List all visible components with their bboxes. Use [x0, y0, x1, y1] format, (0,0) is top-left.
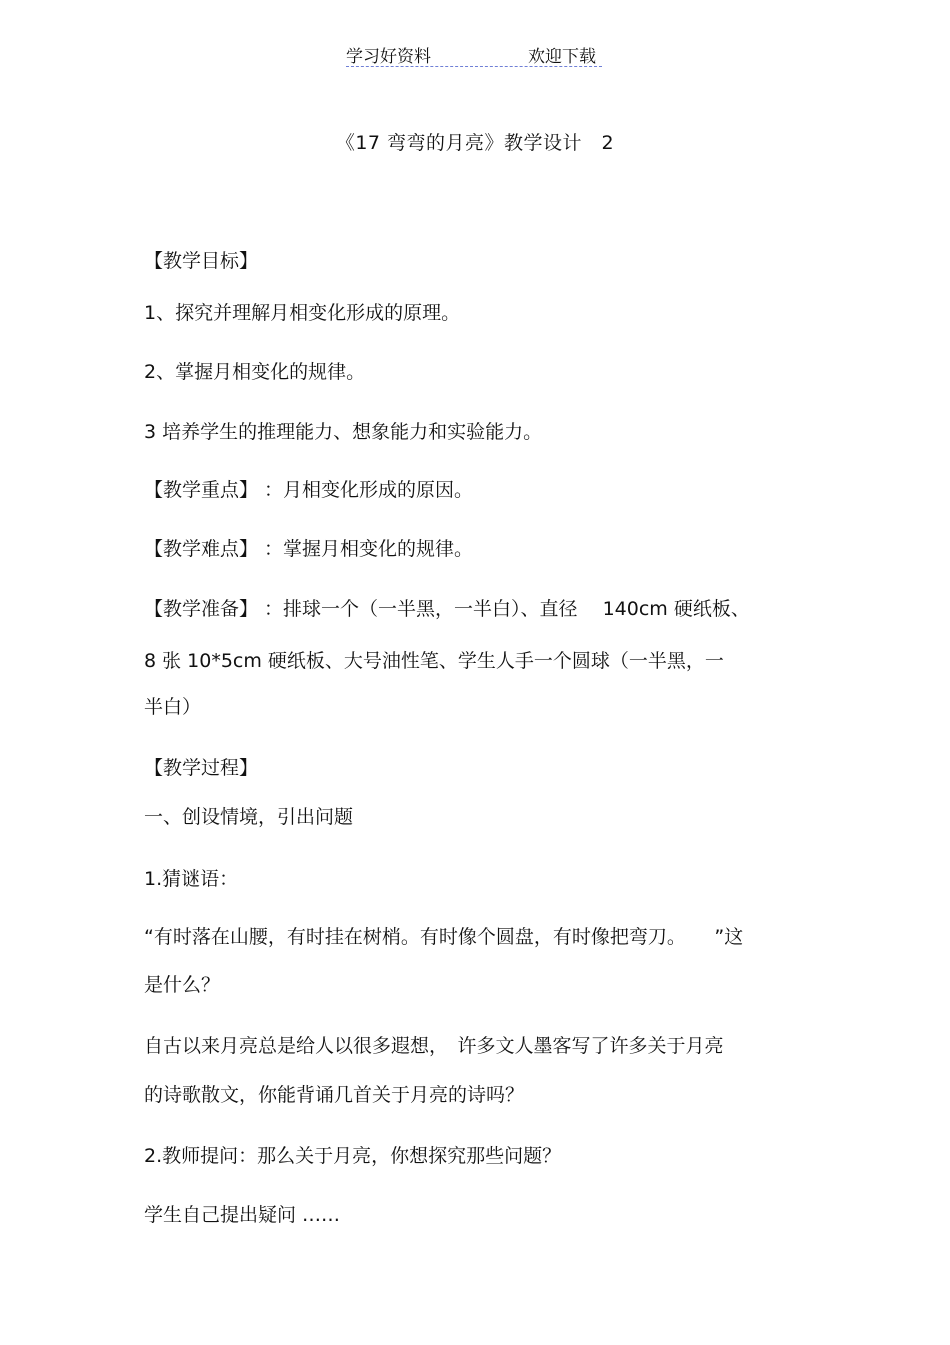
preparation-line: 半白）	[144, 696, 202, 718]
key-point-line: 【教学重点】 ：月相变化形成的原因。	[144, 479, 474, 501]
section-heading-process: 【教学过程】	[144, 757, 259, 779]
paragraph-line: 1.猜谜语：	[144, 868, 239, 890]
page-header	[346, 40, 602, 67]
preparation-line: 【教学准备】 ：排球一个（一半黑，一半白）、直径 140cm 硬纸板、	[144, 598, 750, 620]
objective-item: 1、探究并理解月相变化形成的原理。	[144, 302, 461, 324]
paragraph-line: 是什么？	[144, 974, 221, 996]
paragraph-line: 自古以来月亮总是给人以很多遐想， 许多文人墨客写了许多关于月亮	[144, 1035, 724, 1057]
objective-item: 2、掌握月相变化的规律。	[144, 361, 366, 383]
preparation-line: 8 张 10*5cm 硬纸板、大号油性笔、学生人手一个圆球（一半黑，一	[144, 650, 724, 672]
document-title: 《17 弯弯的月亮》教学设计 2	[335, 132, 615, 154]
objective-item: 3 培养学生的推理能力、想象能力和实验能力。	[144, 421, 543, 443]
paragraph-line: 2.教师提问：那么关于月亮，你想探究那些问题？	[144, 1145, 562, 1167]
paragraph-line: 的诗歌散文，你能背诵几首关于月亮的诗吗？	[144, 1084, 525, 1106]
process-step-heading: 一、创设情境，引出问题	[144, 806, 354, 828]
header-left-text: 学习好资料	[346, 47, 431, 67]
section-heading-objectives: 【教学目标】	[144, 250, 259, 272]
header-right-text: 欢迎下载	[528, 47, 596, 67]
paragraph-line: 学生自己提出疑问 ……	[144, 1204, 341, 1226]
difficulty-line: 【教学难点】 ：掌握月相变化的规律。	[144, 538, 474, 560]
paragraph-line: “有时落在山腰，有时挂在树梢。有时像个圆盘，有时像把弯刀。 ”这	[144, 926, 744, 948]
